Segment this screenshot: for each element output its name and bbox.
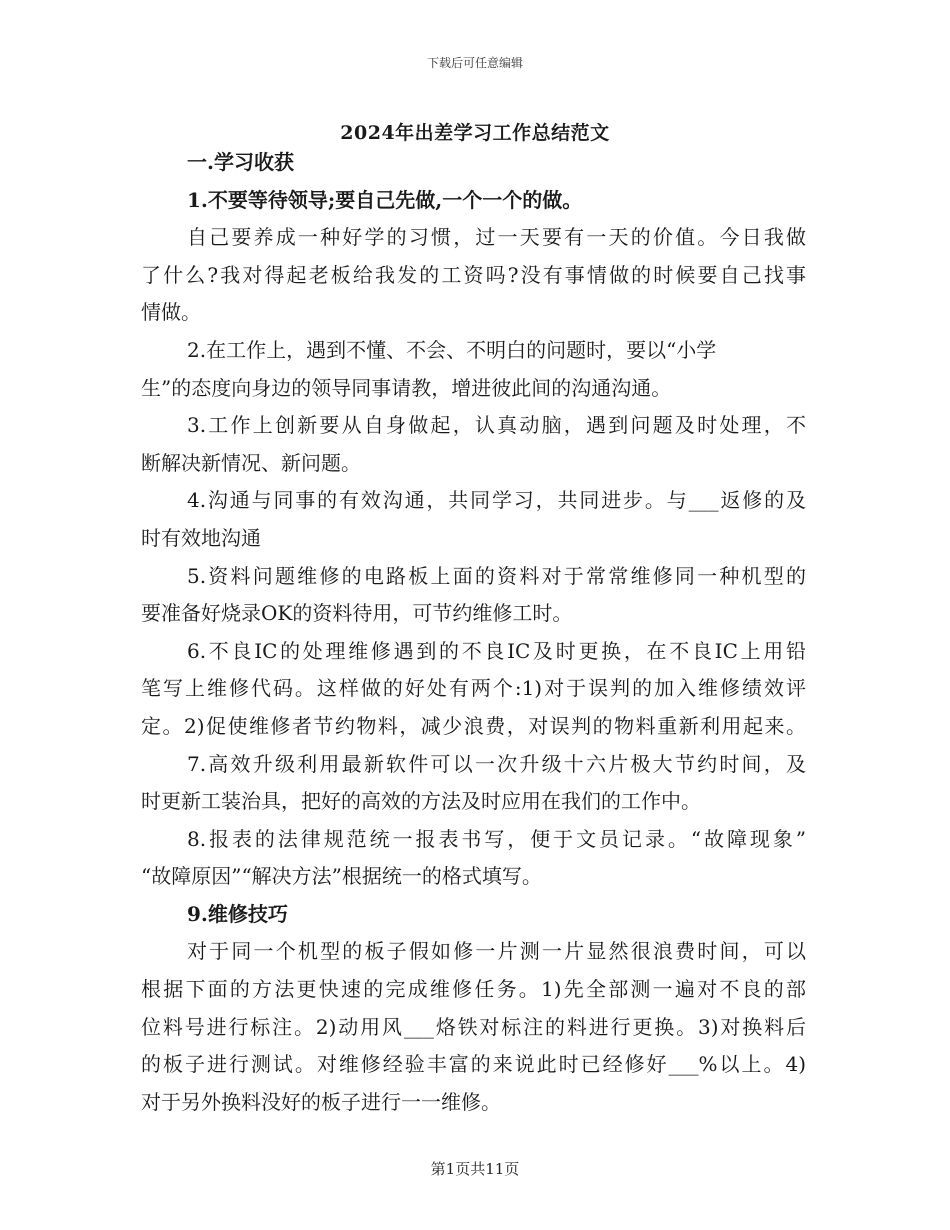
body-text-line: 6.不良IC的处理维修遇到的不良IC及时更换，在不良IC上用铅	[187, 638, 806, 663]
body-text-line: 的板子进行测试。对维修经验丰富的来说此时已经修好___%以上。4)	[141, 1052, 806, 1077]
body-text-line: 根据下面的方法更快速的完成维修任务。1)先全部测一遍对不良的部	[141, 977, 806, 1002]
page-header: 下载后可任意编辑	[426, 56, 523, 70]
body-text-line: 2.在工作上，遇到不懂、不会、不明白的问题时，要以“小学	[187, 337, 717, 362]
body-text-line: 对于另外换料没好的板子进行一一维修。	[141, 1089, 501, 1114]
body-text-line: 8.报表的法律规范统一报表书写，便于文员记录。“故障现象”	[187, 826, 806, 851]
body-text-line: 时有效地沟通	[141, 525, 261, 550]
document-body	[141, 144, 806, 1121]
body-text-line: 要准备好烧录OK的资料待用，可节约维修工时。	[141, 601, 573, 626]
body-text-line: 7.高效升级利用最新软件可以一次升级十六片极大节约时间，及	[187, 751, 806, 776]
section-heading: 一.学习收获	[187, 150, 294, 174]
page-footer: 第1页共11页	[430, 1160, 520, 1178]
document-title: 2024年出差学习工作总结范文	[340, 122, 610, 144]
body-text-line: “故障原因”“解决方法”根据统一的格式填写。	[141, 864, 542, 889]
body-text-line: 断解决新情况、新问题。	[141, 450, 361, 475]
body-text-line: 生”的态度向身边的领导同事请教，增进彼此间的沟通沟通。	[141, 375, 672, 400]
body-text-line: 对于同一个机型的板子假如修一片测一片显然很浪费时间，可以	[187, 939, 806, 964]
body-text-line: 笔写上维修代码。这样做的好处有两个:1)对于误判的加入维修绩效评	[141, 676, 806, 701]
body-text-line: 3.工作上创新要从自身做起，认真动脑，遇到问题及时处理，不	[187, 413, 806, 438]
body-text-line: 5.资料问题维修的电路板上面的资料对于常常维修同一种机型的	[187, 563, 806, 588]
section-heading: 9.维修技巧	[187, 901, 288, 926]
body-text-line: 定。2)促使维修者节约物料，减少浪费，对误判的物料重新利用起来。	[141, 713, 806, 738]
body-text-line: 情做。	[141, 300, 201, 325]
body-text-line: 位料号进行标注。2)动用风___烙铁对标注的料进行更换。3)对换料后	[141, 1014, 806, 1039]
body-text-line: 自己要养成一种好学的习惯，过一天要有一天的价值。今日我做	[187, 225, 806, 250]
section-heading: 1.不要等待领导;要自己先做,一个一个的做。	[187, 187, 583, 212]
body-text-line: 了什么?我对得起老板给我发的工资吗?没有事情做的时候要自己找事	[141, 262, 806, 287]
body-text-line: 时更新工装治具，把好的高效的方法及时应用在我们的工作中。	[141, 789, 701, 814]
body-text-line: 4.沟通与同事的有效沟通，共同学习，共同进步。与___返修的及	[187, 488, 806, 513]
